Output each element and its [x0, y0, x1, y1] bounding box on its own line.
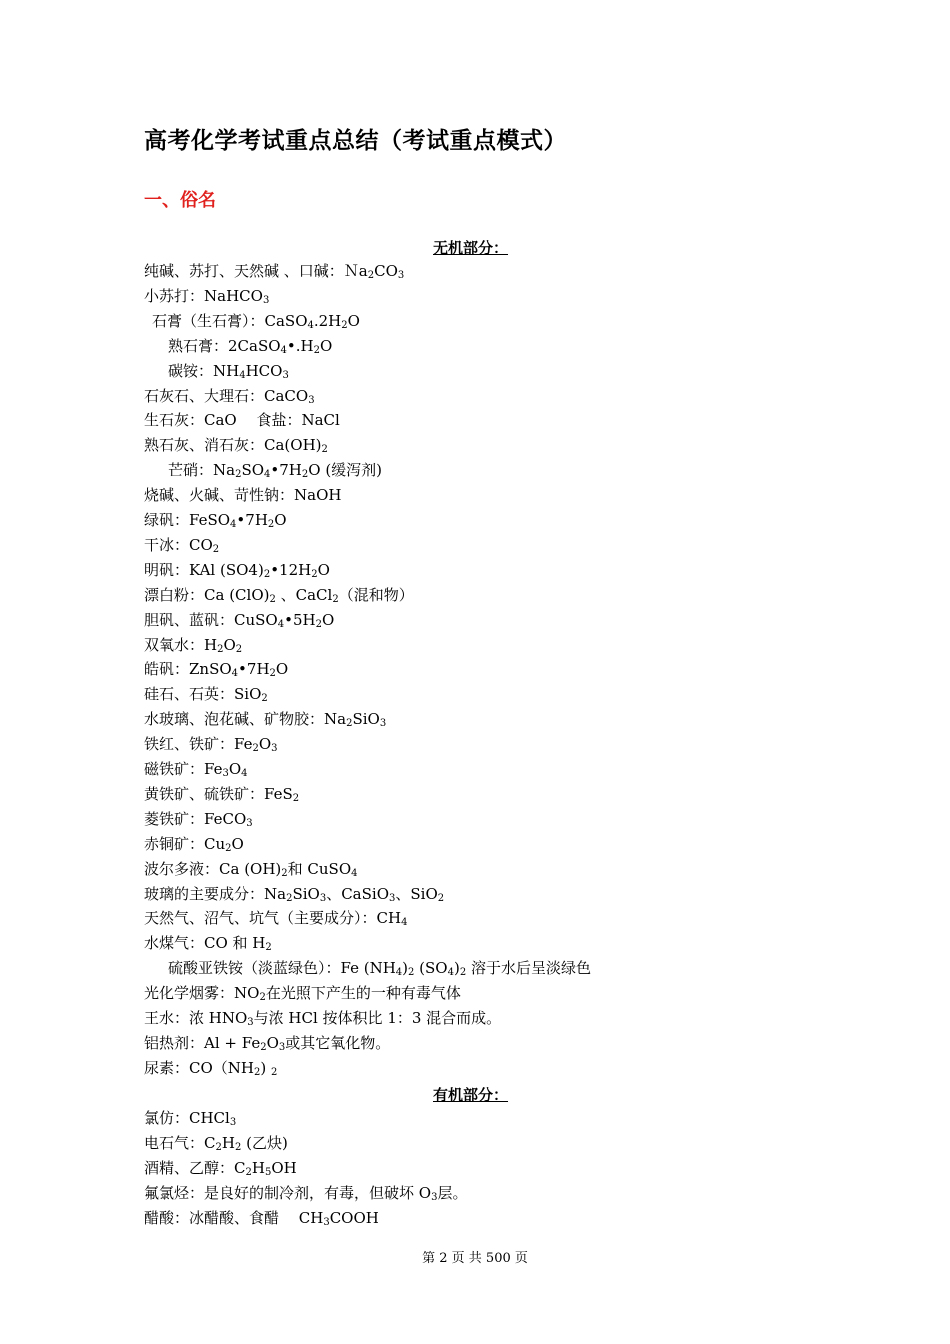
entry-text: SiO: [292, 884, 320, 903]
subscript: 3: [262, 294, 270, 306]
entry-text: 溶于水后呈淡绿色: [466, 959, 591, 978]
subscript: 2: [315, 618, 322, 630]
entry-text: 磁铁矿：Fe: [144, 760, 223, 778]
entry-text: 双氧水：H: [144, 635, 218, 654]
entry-text: SO: [241, 461, 265, 480]
entry-text: •5H: [284, 610, 316, 629]
subscript: 2: [259, 992, 266, 1004]
subscript: 2: [408, 967, 415, 979]
name-entry: [144, 1158, 297, 1178]
entry-text: •.H: [286, 336, 314, 355]
name-entry: [144, 759, 248, 779]
entry-text: 硫酸亚铁铵（淡蓝绿色）：Fe (NH: [168, 959, 396, 978]
entry-text: ): [260, 1058, 271, 1077]
entry-text: 、CaCl: [275, 585, 333, 604]
subscript: 3: [389, 892, 396, 904]
entry-text: 铁红、铁矿：Fe: [144, 735, 253, 754]
subscript: 2: [332, 593, 339, 605]
name-entry: [144, 734, 278, 754]
name-entry: [144, 435, 328, 455]
organic-heading: 有机部分：: [433, 1086, 509, 1104]
subscript: 4: [239, 369, 246, 381]
entry-text: 烧碱、火碱、苛性钠：NaOH: [144, 486, 342, 505]
subscript: 2: [437, 892, 445, 904]
name-entry: [144, 1058, 277, 1078]
subscript: 2: [263, 568, 271, 580]
name-entry: [144, 859, 358, 879]
page-footer: 第 2 页 共 500 页: [422, 1251, 528, 1266]
name-entry: [168, 336, 332, 356]
name-entry: [144, 933, 272, 953]
subscript: 3: [271, 743, 278, 755]
entry-text: •12H: [270, 560, 312, 579]
name-entry: [144, 659, 288, 679]
subscript: 2: [341, 319, 348, 331]
subscript: 2: [269, 668, 276, 680]
subscript: 2: [281, 867, 288, 879]
entry-text: •7H: [270, 461, 302, 480]
name-entry: [144, 485, 341, 505]
subscript: 2: [260, 1041, 267, 1053]
name-entry: [144, 410, 340, 430]
entry-text: 皓矾：ZnSO: [144, 660, 232, 679]
subscript: 5: [264, 1166, 272, 1178]
entry-text: 天然气、沼气、坑气（主要成分）：CH: [144, 909, 402, 928]
subscript: 4: [447, 967, 454, 979]
entry-text: 石灰石、大理石：CaCO: [144, 386, 309, 405]
entry-text: 醋酸：冰醋酸、食醋 CH: [144, 1208, 324, 1227]
entry-text: 在光照下产生的一种有毒气体: [265, 984, 461, 1003]
entry-text: .2H: [313, 311, 342, 330]
entry-text: 层。: [437, 1183, 468, 1202]
name-entry: [152, 311, 360, 331]
entry-text: 王水：浓 HNO: [144, 1009, 248, 1027]
entry-text: 与浓 HCl 按体积比 1：3 混合而成。: [253, 1009, 502, 1027]
subscript: 2: [301, 469, 309, 481]
name-entry: [144, 1133, 288, 1153]
entry-text: 尿素：CO（NH: [144, 1058, 254, 1077]
name-entry: [144, 510, 287, 530]
subscript: 2: [313, 344, 320, 356]
entry-text: O: [321, 610, 335, 629]
entry-text: O (缓泻剂): [308, 461, 383, 480]
subscript: 2: [311, 568, 318, 580]
subscript: 2: [269, 593, 276, 605]
subscript: 2: [234, 1141, 242, 1153]
entry-text: 生石灰：CaO 食盐：NaCl: [144, 411, 340, 430]
subscript: 2: [261, 693, 268, 705]
entry-text: 光化学烟雾：NO: [144, 984, 260, 1003]
entry-text: 氟氯烃：是良好的制冷剂，有毒，但破坏 O: [144, 1183, 432, 1202]
name-entry: [144, 1033, 390, 1053]
entry-text: 水玻璃、泡花碱、矿物胶：Na: [144, 710, 347, 729]
entry-text: HCO: [245, 361, 283, 380]
subscript: 2: [253, 1066, 261, 1078]
entry-text: 小苏打：NaHCO: [144, 286, 263, 305]
subscript: 3: [278, 1041, 286, 1053]
name-entry: [168, 460, 382, 480]
subscript: 3: [397, 270, 405, 281]
name-entry: [144, 535, 219, 555]
subscript: 2: [215, 1141, 222, 1153]
entry-text: 漂白粉：Ca (ClO): [144, 585, 270, 604]
inorganic-heading: 无机部分：: [433, 239, 509, 257]
entry-text: 芒硝：Na: [168, 461, 236, 480]
subscript: 2: [367, 270, 375, 281]
entry-text: •7H: [238, 660, 270, 679]
subscript: 3: [431, 1191, 438, 1203]
subscript: 2: [225, 842, 232, 854]
subscript: 2: [212, 543, 220, 555]
name-entry: [144, 684, 268, 704]
entry-text: 硅石、石英：SiO: [144, 685, 262, 704]
entry-text: O: [317, 560, 330, 579]
subscript: 3: [247, 1017, 254, 1028]
subscript: 4: [241, 768, 248, 779]
subscript: 2: [321, 444, 328, 456]
name-entry: [168, 361, 289, 381]
subscript: 3: [282, 369, 289, 381]
entry-text: ): [402, 959, 409, 978]
name-entry: [144, 286, 269, 306]
name-entry: [144, 809, 253, 829]
name-entry: [144, 784, 299, 804]
subscript: 2: [267, 519, 275, 530]
name-entry: [144, 1008, 501, 1028]
entry-text: 干冰：CO: [144, 535, 213, 554]
entry-text: 纯碱、苏打、天然碱 、口碱：Ｎa: [144, 262, 368, 280]
entry-text: 胆矾、蓝矾：CuSO: [144, 610, 278, 629]
entry-text: 波尔多液：Ca (OH): [144, 859, 282, 878]
entry-text: OH: [271, 1158, 297, 1177]
subscript: 4: [395, 967, 403, 979]
entry-text: COOH: [329, 1208, 379, 1227]
entry-text: 电石气：C: [144, 1133, 216, 1152]
entry-text: (SO: [414, 959, 448, 978]
subscript: 4: [231, 668, 239, 680]
name-entry: [144, 1208, 379, 1228]
entry-text: 碳铵：NH: [168, 361, 240, 380]
entry-text: O: [223, 635, 236, 654]
entry-text: 绿矾：FeSO: [144, 511, 231, 529]
subscript: 4: [401, 917, 408, 929]
name-entry: [144, 635, 242, 655]
name-entry: [144, 709, 386, 729]
entry-text: 氯仿：CHCl: [144, 1109, 230, 1127]
subscript: 2: [235, 469, 242, 481]
subscript: 3: [308, 394, 315, 406]
entry-text: O: [231, 834, 244, 853]
page-title: 高考化学考试重点总结（考试重点模式）: [144, 128, 567, 154]
entry-text: H: [251, 1158, 265, 1177]
subscript: 2: [235, 643, 243, 655]
entry-text: 玻璃的主要成分：Na: [144, 884, 287, 903]
subscript: 3: [323, 1216, 330, 1228]
subscript: 4: [307, 319, 314, 331]
name-entry: [144, 610, 334, 630]
entry-text: H: [221, 1133, 235, 1152]
name-entry: [144, 560, 330, 580]
entry-text: 和 CuSO: [287, 859, 352, 878]
subscript: 4: [277, 618, 285, 630]
subscript: 2: [459, 967, 467, 979]
name-entry: [144, 983, 461, 1003]
entry-text: CO: [374, 262, 398, 280]
entry-text: (乙炔): [241, 1133, 288, 1152]
subscript: 2: [245, 1166, 252, 1178]
entry-text: •7H: [236, 511, 268, 529]
subscript: 2: [217, 643, 224, 655]
subscript: 4: [230, 519, 237, 530]
entry-text: O: [228, 760, 242, 778]
entry-text: 石膏（生石膏）：CaSO: [152, 311, 308, 330]
name-entry: [144, 1108, 236, 1128]
subscript: 2: [265, 942, 272, 954]
subscript: 4: [280, 344, 287, 356]
subscript: 2: [252, 743, 259, 755]
name-entry: [144, 834, 244, 854]
subscript: 2: [270, 1066, 278, 1078]
entry-text: 或其它氧化物。: [285, 1033, 391, 1052]
name-entry: [144, 884, 444, 904]
subscript: 3: [229, 1117, 237, 1128]
entry-text: 黄铁矿、硫铁矿：FeS: [144, 784, 293, 803]
name-entry: [144, 261, 404, 281]
entry-text: 赤铜矿：Cu: [144, 834, 226, 853]
subscript: 3: [379, 718, 387, 730]
entry-text: 明矾：KAl (SO4): [144, 560, 264, 579]
subscript: 3: [246, 817, 253, 829]
entry-text: 熟石膏：2CaSO: [168, 336, 281, 355]
subscript: 2: [346, 718, 353, 730]
subscript: 3: [222, 768, 229, 779]
entry-text: 、CaSiO: [326, 884, 389, 903]
entry-text: （混和物）: [338, 585, 414, 604]
subscript: 4: [264, 469, 271, 481]
subscript: 3: [319, 892, 327, 904]
entry-text: SiO: [352, 710, 380, 729]
entry-text: O: [347, 311, 360, 330]
name-entry: [144, 585, 414, 605]
subscript: 2: [292, 792, 300, 804]
entry-text: 水煤气：CO 和 H: [144, 934, 266, 953]
entry-text: O: [266, 1033, 279, 1052]
entry-text: 、SiO: [395, 884, 438, 903]
entry-text: 铝热剂：Al + Fe: [144, 1033, 261, 1052]
name-entry: [144, 1183, 467, 1203]
entry-text: O: [320, 336, 333, 355]
entry-text: O: [258, 735, 272, 754]
name-entry: [144, 908, 407, 928]
entry-text: ): [453, 959, 460, 978]
section-heading: 一、俗名: [144, 190, 216, 211]
name-entry: [144, 386, 315, 406]
name-entry: [168, 958, 591, 978]
entry-text: O: [274, 511, 287, 529]
entry-text: 菱铁矿：FeCO: [144, 809, 247, 828]
subscript: 2: [286, 892, 293, 904]
subscript: 4: [351, 867, 358, 879]
entry-text: O: [275, 660, 289, 679]
entry-text: 酒精、乙醇：C: [144, 1158, 246, 1177]
entry-text: 熟石灰、消石灰：Ca(OH): [144, 436, 322, 455]
